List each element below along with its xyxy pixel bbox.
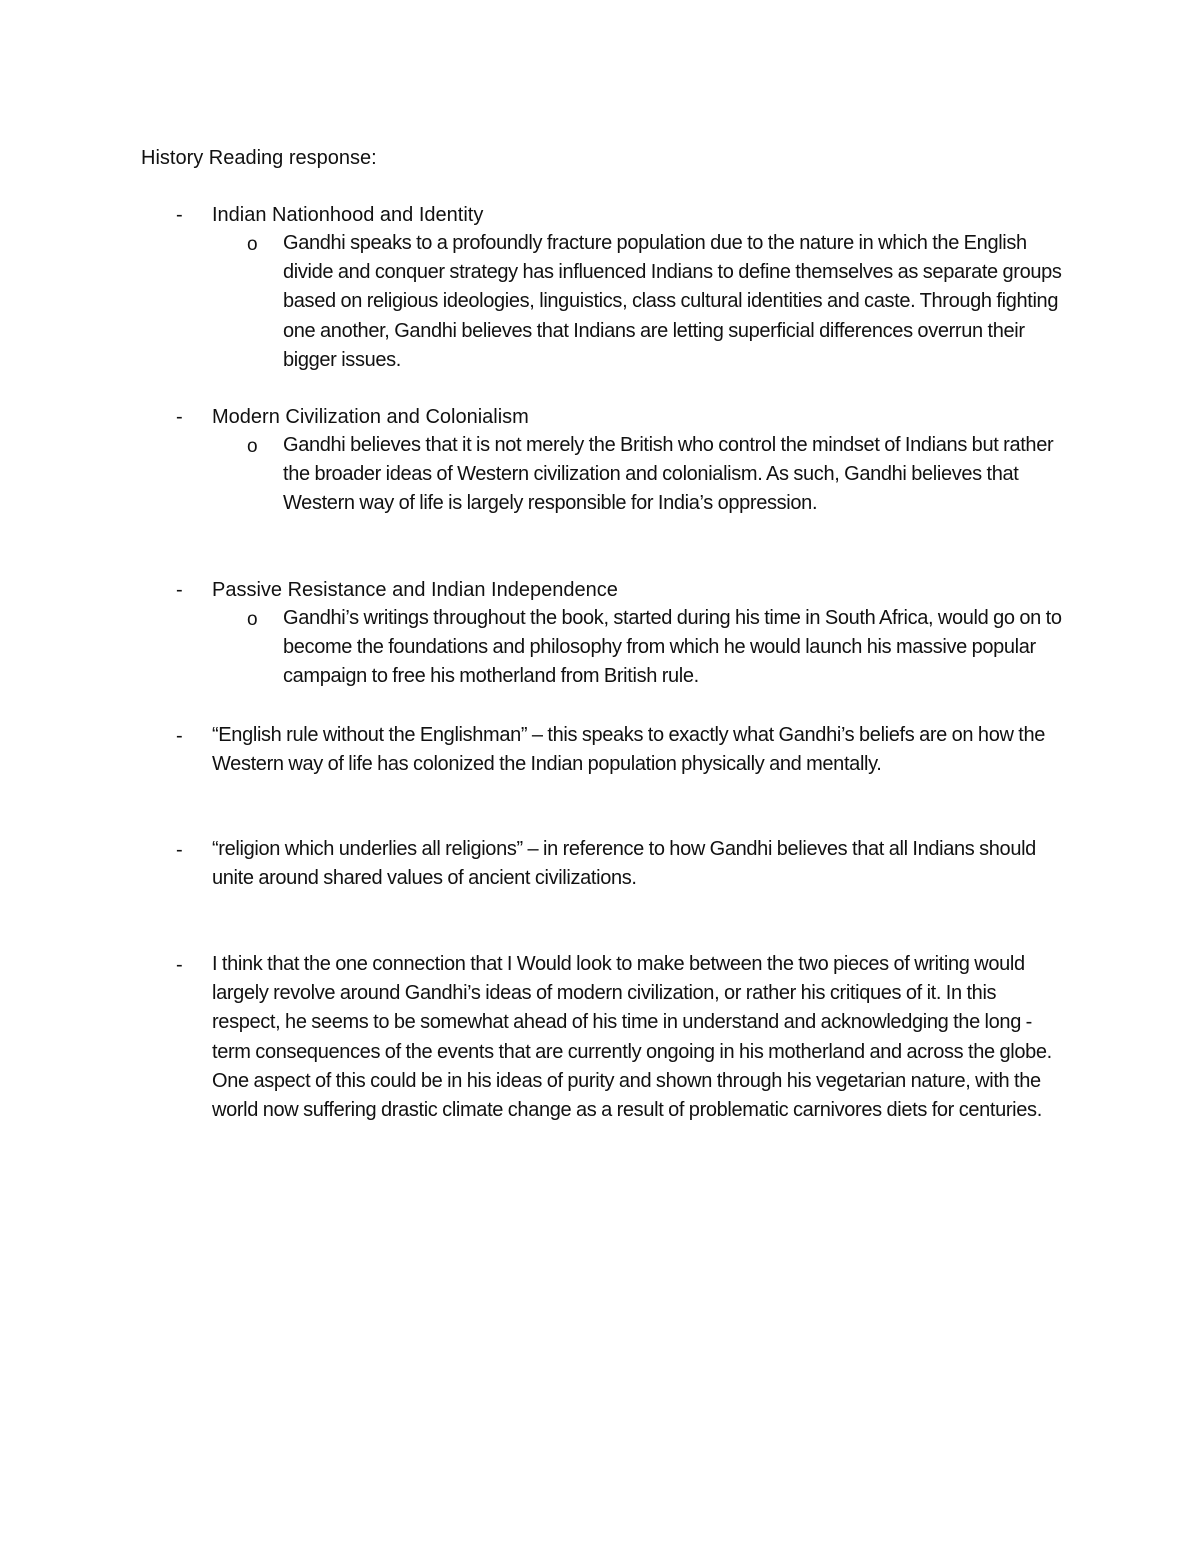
circle-bullet: o [247, 436, 258, 457]
document-title: History Reading response: [141, 147, 377, 169]
circle-bullet: o [247, 609, 258, 630]
circle-bullet: o [247, 234, 258, 255]
quote-religion: “religion which underlies all religions” – in reference to how Gandhi believes that all Indians should unite around shared values of ancient civilizations. [212, 838, 1036, 890]
section-point-nationhood: Gandhi speaks to a profoundly fracture population due to the nature in which the English divide and conquer strategy has influenced Indians to define themselves as separate groups based on religious ideologies, linguistics, class cultural identities and caste. Through fighting one another, Gandhi believes that Indians are letting superficial differences overrun their bigger issues. [283, 232, 1062, 371]
reflection-paragraph: I think that the one connection that I Would look to make between the two pieces of writing would largely revolve around Gandhi’s ideas of modern civilization, or rather his critiques of it. In this respect, he seems to be somewhat ahead of his time in understand and acknowledging the long -term consequences of the events that are currently ongoing in his motherland and across the globe. One aspect of this could be in his ideas of purity and shown through his vegetarian nature, with the world now suffering drastic climate change as a result of problematic carnivores diets for centuries. [212, 953, 1052, 1122]
dash-bullet: - [176, 204, 183, 226]
dash-bullet: - [176, 406, 183, 428]
section-heading-civilization: Modern Civilization and Colonialism [212, 406, 529, 428]
section-point-civilization: Gandhi believes that it is not merely the British who control the mindset of Indians but rather the broader ideas of Western civilization and colonialism. As such, Gandhi believes that Western way of life is largely responsible for India’s oppression. [283, 434, 1054, 515]
dash-bullet: - [176, 839, 183, 861]
section-heading-nationhood: Indian Nationhood and Identity [212, 204, 484, 226]
dash-bullet: - [176, 725, 183, 747]
dash-bullet: - [176, 579, 183, 601]
quote-english-rule: “English rule without the Englishman” – this speaks to exactly what Gandhi’s beliefs are on how the Western way of life has colonized the Indian population physically and mentally. [212, 724, 1046, 776]
section-point-resistance: Gandhi’s writings throughout the book, started during his time in South Africa, would go on to become the foundations and philosophy from which he would launch his massive popular campaign to free his motherland from British rule. [283, 607, 1062, 688]
section-heading-resistance: Passive Resistance and Indian Independence [212, 579, 618, 601]
dash-bullet: - [176, 954, 183, 976]
